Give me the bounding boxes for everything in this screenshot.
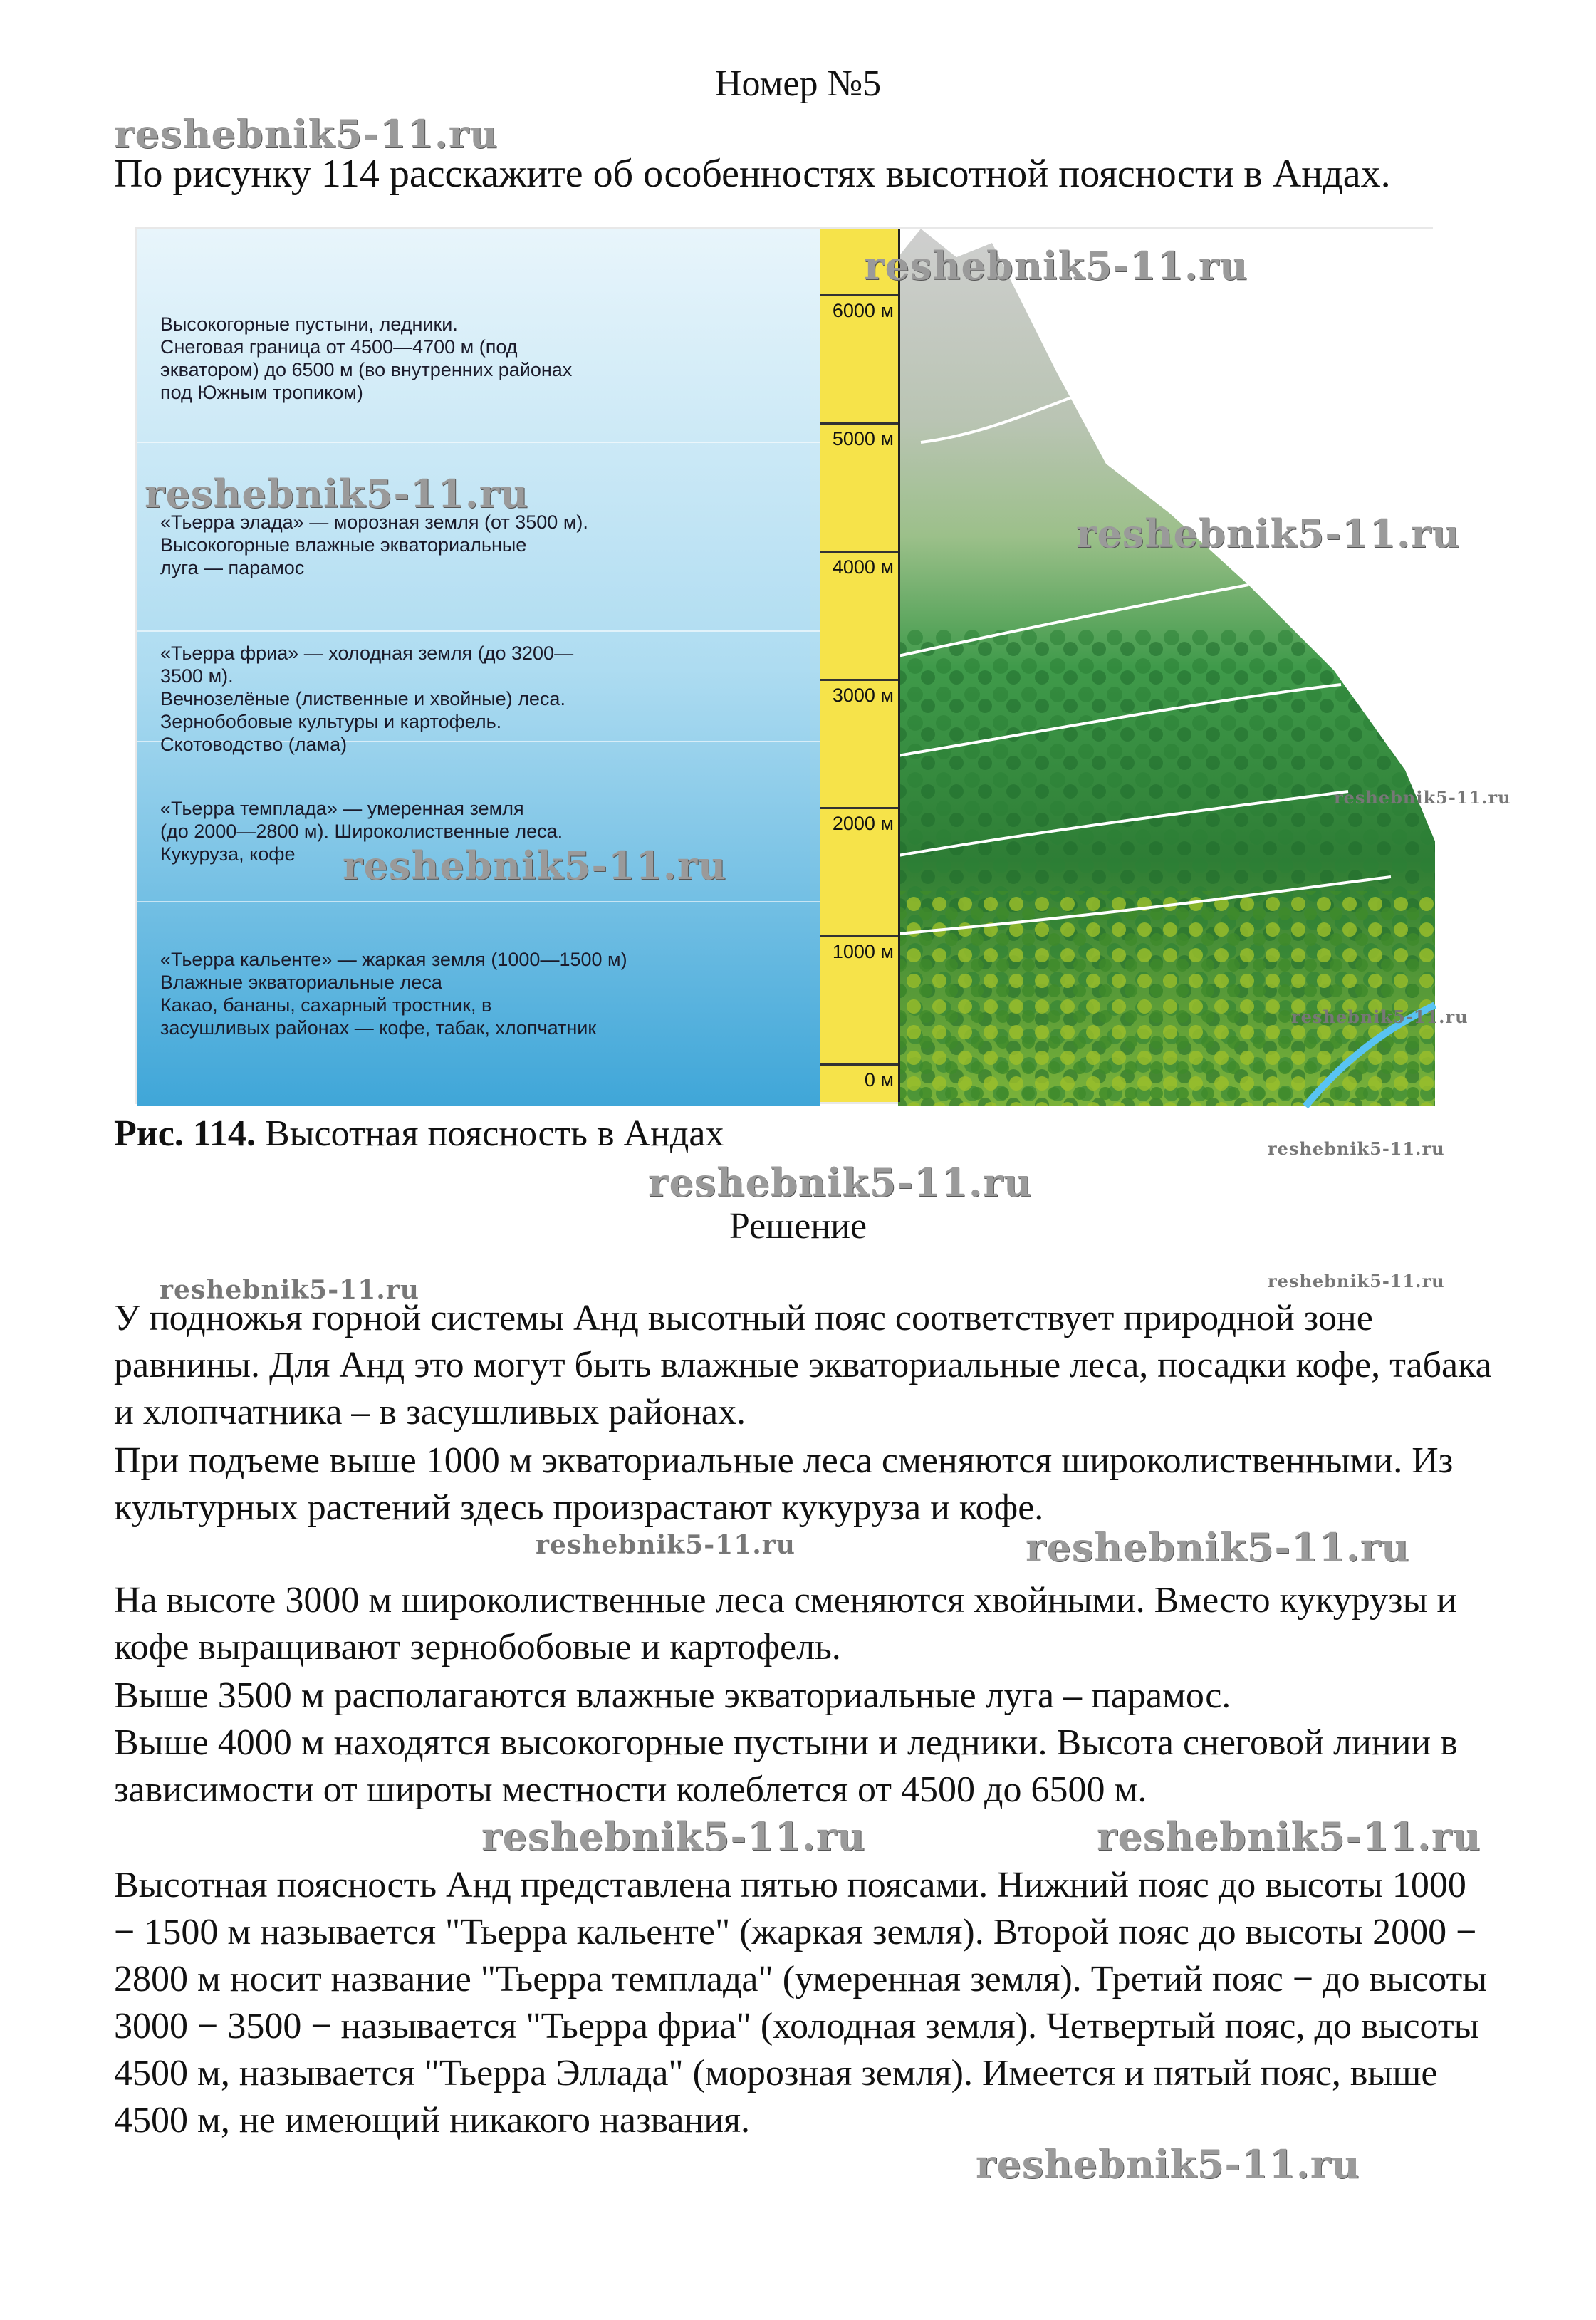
watermark: reshebnik5-11.ru: [1268, 1271, 1445, 1291]
solution-paragraph: Выше 3500 м располагаются влажные экваториальные луга – парамос.: [114, 1675, 1231, 1716]
solution-paragraph: Выше 4000 м находятся высокогорные пустыни и ледники. Высота снеговой линии в зависимости от широты местности колеблется от 4500 до 6500 м.: [114, 1722, 1458, 1810]
solution-paragraph: На высоте 3000 м широколиственные леса сменяются хвойными. Вместо кукурузы и кофе выращивают зернобобовые и картофель.: [114, 1580, 1457, 1668]
solution-heading: Решение: [729, 1206, 867, 1247]
watermark: reshebnik5-11.ru: [1268, 1138, 1445, 1159]
zone-text-tierra-fria: «Тьерра фриа» — холодная земля (до 3200— 3500 м). Вечнозелёные (лиственные и хвойные) леса. Зернобобовые культуры и картофель. Скотоводство (лама): [160, 643, 574, 755]
scale-label-2000: 2000 м: [832, 813, 894, 834]
scale-label-6000: 6000 м: [832, 300, 894, 321]
zone-text-tierra-templada: «Тьерра темплада» — умеренная земля (до 2000—2800 м). Широколиственные леса. Кукуруза, кофе: [160, 798, 563, 865]
watermark: reshebnik5-11.ru: [536, 1530, 796, 1560]
watermark: reshebnik5-11.ru: [1097, 1814, 1481, 1859]
scale-label-0: 0 м: [864, 1069, 894, 1091]
figure-andes-zonation: [135, 227, 1511, 1104]
watermark: reshebnik5-11.ru: [1334, 787, 1511, 808]
watermark: reshebnik5-11.ru: [145, 471, 529, 516]
figure-caption: [114, 1113, 724, 1155]
watermark: reshebnik5-11.ru: [343, 843, 727, 888]
watermark: reshebnik5-11.ru: [1076, 511, 1461, 556]
solution-paragraph: У подножья горной системы Анд высотный пояс соответствует природной зоне равнины. Для Анд это могут быть влажные экваториальные леса, посадки кофе, табака и хлопчатника – в засушливых районах.: [114, 1298, 1492, 1432]
watermark: reshebnik5-11.ru: [1291, 1006, 1469, 1027]
zone-text-tierra-caliente: «Тьерра кальенте» — жаркая земля (1000—1500 м) Влажные экваториальные леса Какао, бананы, сахарный тростник, в засушливых районах — кофе, табак, хлопчатник: [160, 949, 627, 1039]
watermark: reshebnik5-11.ru: [864, 243, 1248, 288]
scale-label-5000: 5000 м: [832, 428, 894, 449]
watermark: reshebnik5-11.ru: [1026, 1524, 1410, 1570]
page-title: Номер №5: [714, 63, 882, 104]
watermark: reshebnik5-11.ru: [114, 111, 499, 157]
scale-label-3000: 3000 м: [832, 685, 894, 706]
solution-paragraph: Высотная поясность Анд представлена пятью поясами. Нижний пояс до высоты 1000 − 1500 м называется "Тьерра кальенте" (жаркая земля). Второй пояс до высоты 2000 − 2800 м носит название "Тьерра темплада" (умеренная земля). Третий пояс − до высоты 3000 − 3500 − называется "Тьерра фриа" (холодная земля). Четвертый пояс, до высоты 4500 м, называется "Тьерра Эллада" (морозная земля). Имеется и пятый пояс, выше 4500 м, не имеющий никакого названия.: [114, 1865, 1488, 2140]
scale-label-1000: 1000 м: [832, 941, 894, 962]
watermark: reshebnik5-11.ru: [160, 1275, 419, 1305]
scale-label-4000: 4000 м: [832, 556, 894, 578]
altitude-scale: [820, 229, 900, 1102]
zone-text-desert: Высокогорные пустыни, ледники. Снеговая граница от 4500—4700 м (под экватором) до 6500 м (во внутренних районах под Южным тропиком): [160, 313, 573, 403]
watermark: reshebnik5-11.ru: [481, 1814, 866, 1859]
caption-text: Высотная поясность в Андах: [255, 1113, 724, 1154]
watermark: reshebnik5-11.ru: [648, 1160, 1033, 1205]
question-text: По рисунку 114 расскажите об особенностях высотной поясности в Андах.: [114, 152, 1391, 196]
zone-text-tierra-helada: «Тьерра элада» — морозная земля (от 3500 м). Высокогорные влажные экваториальные луга — парамос: [160, 511, 588, 578]
solution-paragraph: При подъеме выше 1000 м экваториальные леса сменяются широколиственными. Из культурных растений здесь произрастают кукуруза и кофе.: [114, 1440, 1454, 1528]
caption-label: Рис. 114.: [114, 1113, 256, 1154]
watermark: reshebnik5-11.ru: [976, 2141, 1360, 2187]
